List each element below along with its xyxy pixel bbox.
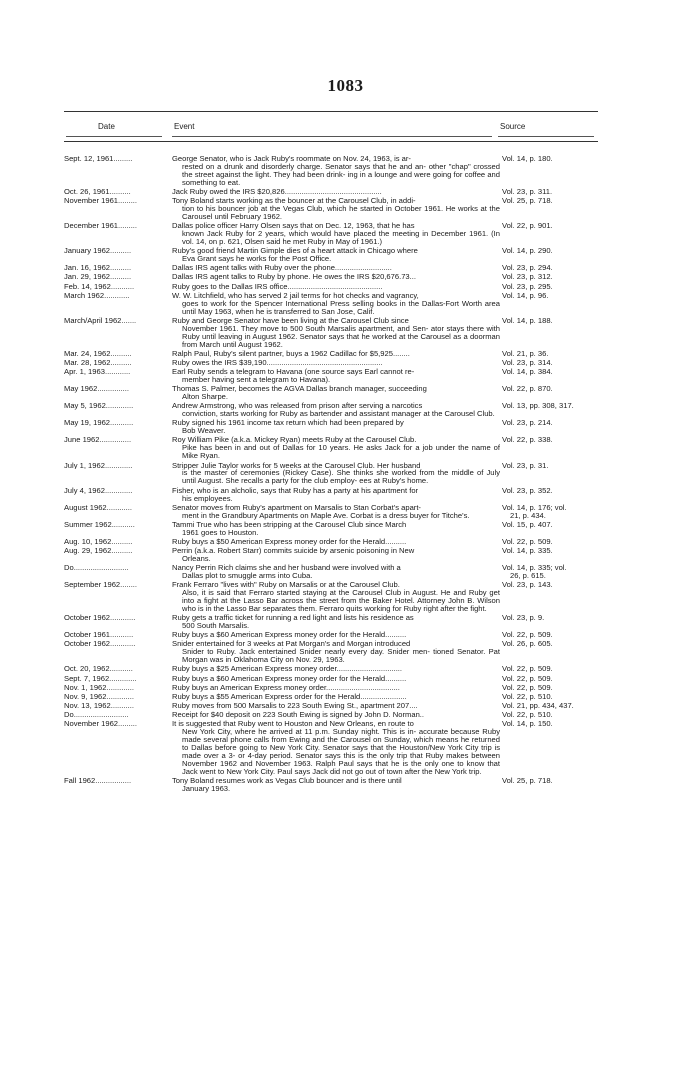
row-event [172,273,500,281]
row-event-continuation: Eva Grant says he works for the Post Office. [182,254,332,264]
row-source-text: Vol. 22, p. 870. [502,384,553,394]
table-row [64,350,600,358]
header-underline-source [498,136,594,137]
table-row [64,359,600,367]
row-date: March/April 1962....... [64,316,137,325]
header-underline-event [172,136,492,137]
row-source-text: Vol. 22, p. 901. [502,221,553,231]
table-top-rule [64,111,598,112]
row-event [172,504,500,520]
row-source [500,264,600,272]
row-event-first-line: Ruby goes to the Dallas IRS office............................................. [172,281,383,291]
row-date: Jan. 29, 1962.......... [64,273,132,282]
table-row [64,402,600,418]
row-source-text: Vol. 22, p. 510. [502,691,553,701]
row-event-first-line: Ruby buys a $25 American Express money order............................... [172,664,403,674]
row-source-text: Vol. 23, p. 294. [502,263,553,273]
row-source-text: Vol. 23, p. 311. [502,187,553,196]
row-event-first-line: Ruby moves from 500 Marsalis to 223 South Ewing St., apartment 207.... [172,701,418,710]
row-source [500,547,600,555]
table-row [64,368,600,384]
row-event [172,720,500,776]
row-event [172,777,500,793]
row-event [172,487,500,503]
row-event-first-line: Ruby gets a traffic ticket for running a red light and lists his residence as [172,613,414,623]
row-source [500,675,600,683]
table-row [64,487,600,503]
row-source [500,462,600,470]
row-source-text: Vol. 22, p. 338. [502,435,553,445]
table-row [64,188,600,196]
row-event-first-line: Tony Boland resumes work as Vegas Club bouncer and is there until [172,776,402,786]
row-source-text: Vol. 14, p. 335. [502,545,553,555]
row-event-first-line: W. W. Litchfield, who has served 2 jail terms for hot checks and vagrancy, [172,290,419,300]
table-row [64,614,600,630]
row-date: Apr. 1, 1963............ [64,368,131,377]
row-source [500,247,600,255]
row-date: October 1962............ [64,614,136,623]
row-source [500,283,600,291]
row-date: Mar. 24, 1962.......... [64,349,132,358]
table-header-rule [64,141,598,142]
row-event-continuation: Alton Sharpe. [182,392,229,402]
row-source-text: Vol. 22, p. 509. [502,673,553,683]
row-event-continuation: member having sent a telegram to Havana). [182,375,331,385]
column-header-date: Date [98,122,115,131]
row-event-first-line: Nancy Perrin Rich claims she and her husband were involved with a [172,563,401,573]
row-source [500,419,600,427]
row-event [172,197,500,221]
row-source-text: Vol. 23, p. 314. [502,357,553,367]
row-source-text: Vol. 23, p. 143. [502,580,553,590]
row-event-continuation: is the master of ceremonies (Rickey Case). She thinks she worked from the middle of July until August. She recalls a party for the club employ- ees at Ruby's home. [182,468,500,486]
row-event [172,711,500,719]
table-row [64,640,600,664]
table-row [64,547,600,563]
row-date: January 1962.......... [64,247,132,256]
row-event-continuation: 500 South Marsalis. [182,621,250,631]
row-event [172,614,500,630]
row-source [500,720,600,728]
row-source [500,188,600,196]
row-source-text: Vol. 23, p. 31. [502,460,549,470]
table-row [64,675,600,683]
row-source [500,711,600,719]
row-event-first-line: Stripper Julie Taylor works for 5 weeks at the Carousel Club. Her husband [172,460,421,470]
row-date: Do.......................... [64,564,129,573]
table-row [64,693,600,701]
row-source-text: Vol. 14, p. 150. [502,719,553,729]
table-row [64,155,600,187]
row-date: Summer 1962........... [64,520,135,529]
table-row [64,247,600,263]
row-source [500,359,600,367]
row-event-first-line: Ruby buys an American Express money order................................... [172,682,400,692]
row-source-continuation: 26, p. 615. [510,571,546,581]
row-event [172,521,500,537]
row-date: Oct. 26, 1961.......... [64,188,131,196]
row-event [172,665,500,673]
row-event-continuation: Orleans. [182,553,211,563]
row-event-first-line: Senator moves from Ruby's apartment on Marsalis to Stan Corbat's apart- [172,502,421,512]
row-source-text: Vol. 21, p. 36. [502,348,549,358]
row-date: Fall 1962................. [64,777,132,786]
row-event-first-line: Ruby's good friend Martin Gimple dies of a heart attack in Chicago where [172,246,418,256]
row-source [500,614,600,622]
row-date: October 1962............ [64,640,136,649]
row-event [172,564,500,580]
table-row [64,720,600,776]
row-event-first-line: Dallas IRS agent talks to Ruby by phone. He owes the IRS $20,676.73... [172,272,416,282]
column-header-event: Event [174,122,195,131]
row-event [172,368,500,384]
row-event [172,264,500,272]
row-event-first-line: Ruby buys a $60 American Express money order for the Herald.......... [172,630,407,640]
table-row [64,702,600,710]
row-source [500,402,600,410]
row-date: October 1961........... [64,631,134,640]
table-row [64,222,600,246]
table-row [64,385,600,401]
row-event [172,547,500,563]
row-event [172,222,500,246]
row-date: March 1962............ [64,291,130,300]
row-date: Aug. 29, 1962.......... [64,546,133,555]
row-event [172,462,500,486]
row-source [500,777,600,785]
row-event-first-line: Fisher, who is an alcholic, says that Ruby has a party at his apartment for [172,485,419,495]
row-source-text: Vol. 21, pp. 434, 437. [502,701,574,710]
row-event [172,538,500,546]
row-event-continuation: November 1961. They move to 500 South Marsalis apartment, and Sen- ator stays there with Ruby until leaving in August 1962. Senator says that he worked at the Carousel as a doorman from March until August 1962. [182,323,500,349]
row-source-text: Vol. 14, p. 176; vol. [502,502,567,512]
row-date: September 1962........ [64,581,138,590]
table-row [64,665,600,673]
row-date: November 1961......... [64,197,138,206]
row-source [500,665,600,673]
row-source-text: Vol. 22, p. 509. [502,630,553,640]
row-event-continuation: his employees. [182,493,233,503]
row-event [172,359,500,367]
table-row [64,283,600,291]
row-event-first-line: Jack Ruby owed the IRS $20,826.............................................. [172,187,382,196]
row-source [500,564,600,580]
row-event [172,419,500,435]
row-event-first-line: Thomas S. Palmer, becomes the AGVA Dallas branch manager, succeeding [172,384,427,394]
row-event-first-line: Roy William Pike (a.k.a. Mickey Ryan) meets Ruby at the Carousel Club. [172,435,417,445]
row-event-first-line: Ruby signed his 1961 income tax return which had been prepared by [172,418,404,428]
row-date: May 1962............... [64,385,129,394]
row-date: Mar. 28, 1962.......... [64,358,132,367]
table-row [64,684,600,692]
row-source [500,631,600,639]
row-event [172,581,500,613]
row-source-text: Vol. 23, p. 9. [502,613,545,623]
row-date: June 1962............... [64,436,132,445]
row-event-first-line: Earl Ruby sends a telegram to Havana (one source says Earl cannot re- [172,367,415,377]
row-source-text: Vol. 14, p. 290. [502,246,553,256]
row-event-first-line: Tony Boland starts working as the bouncer at the Carousel Club, in addi- [172,196,416,206]
row-source [500,292,600,300]
table-row [64,264,600,272]
row-event-continuation: Dallas plot to smuggle arms into Cuba. [182,571,313,581]
row-source [500,702,600,710]
row-event-first-line: Andrew Armstrong, who was released from prison after serving a narcotics [172,401,423,411]
row-source-text: Vol. 14, p. 188. [502,315,553,325]
row-source-text: Vol. 14, p. 96. [502,290,549,300]
row-source-text: Vol. 23, p. 352. [502,485,553,495]
row-source [500,197,600,205]
table-row [64,317,600,349]
row-source [500,155,600,163]
row-date: Sept. 7, 1962............. [64,674,137,683]
row-source-text: Vol. 14, p. 180. [502,154,553,163]
row-event-continuation: tion to his bouncer job at the Vegas Club, which he started in October 1961. He works at the Carousel until February 1962. [182,204,500,222]
row-date: December 1961......... [64,222,138,231]
row-event-first-line: Tammi True who has been stripping at the Carousel Club since March [172,519,407,529]
row-event-continuation: January 1963. [182,784,231,794]
row-event-continuation: rested on a drunk and disorderly charge. Senator says that he and an- other "chap" crossed the street against the light. They had been drink- ing in a lounge and were going for coffee and something to eat. [182,161,500,187]
row-event [172,675,500,683]
row-event-first-line: Dallas IRS agent talks with Ruby over the phone........................... [172,263,392,273]
row-event [172,631,500,639]
row-event [172,385,500,401]
row-event-first-line: Ruby owes the IRS $39,190....................................................... [172,357,383,367]
row-source [500,222,600,230]
row-source-text: Vol. 14, p. 384. [502,367,553,377]
row-event [172,350,500,358]
row-source [500,317,600,325]
table-row [64,273,600,281]
table-row [64,462,600,486]
row-source-text: Vol. 13, pp. 308, 317. [502,401,574,411]
row-event-first-line: Dallas police officer Harry Olsen says that on Dec. 12, 1963, that he has [172,221,415,231]
row-source-text: Vol. 22, p. 509. [502,536,553,546]
table-row [64,292,600,316]
row-source-text: Vol. 23, p. 214. [502,418,553,428]
table-row [64,521,600,537]
table-row [64,711,600,719]
table-row [64,777,600,793]
row-date: July 1, 1962............. [64,461,133,470]
row-source-text: Vol. 23, p. 312. [502,272,553,282]
row-event-first-line: George Senator, who is Jack Ruby's roommate on Nov. 24, 1963, is ar- [172,154,411,163]
row-event-first-line: Frank Ferraro "lives with" Ruby on Marsalis or at the Carousel Club. [172,580,400,590]
row-event-continuation: Snider to Ruby. Jack entertained Snider nearly every day. Snider men- tioned Senator. Pat Morgan was in Oklahoma City on Nov. 29, 1963. [182,647,500,665]
row-event-continuation: goes to work for the Spencer International Press selling books in the Dallas-Fort Worth area until May 1963, when he is transferred to San Jose, Calif. [182,298,500,316]
table-row [64,504,600,520]
row-event [172,702,500,710]
row-source-text: Vol. 22, p. 509. [502,664,553,674]
row-source [500,487,600,495]
row-date: Feb. 14, 1962........... [64,282,135,291]
row-event-continuation: Also, it is said that Ferraro started staying at the Carousel Club in August. He and Ruby get into a fight at the Lasso Bar across the street from the Baker Hotel. Attorney John B. Wilson who is in the Lasso Bar separates them. Ferraro quits working for Ruby right after the fight. [182,588,500,614]
row-date: November 1962......... [64,720,138,729]
row-event-first-line: Perrin (a.k.a. Robert Starr) commits suicide by arsenic poisoning in New [172,545,415,555]
row-date: May 19, 1962........... [64,419,134,428]
row-event-continuation: conviction, starts working for Ruby as bartender and assistant manager at the Carousel Club. [182,409,495,419]
row-event-first-line: Ruby buys a $55 American Express order for the Herald...................... [172,691,407,701]
row-event [172,292,500,316]
table-row [64,581,600,613]
row-date: May 5, 1962............. [64,402,134,411]
row-event [172,693,500,701]
row-source [500,368,600,376]
row-date: July 4, 1962............. [64,486,133,495]
row-date: Jan. 16, 1962.......... [64,264,132,273]
table-row [64,436,600,460]
row-source [500,521,600,529]
row-event-continuation: 1961 goes to Houston. [182,527,259,537]
row-source-continuation: 21, p. 434. [510,510,546,520]
page-number: 1083 [327,76,364,95]
row-source [500,350,600,358]
table-row [64,419,600,435]
row-source [500,504,600,520]
row-source [500,640,600,648]
row-date: Nov. 1, 1962............. [64,683,134,692]
row-event-continuation: Pike has been in and out of Dallas for 10 years. He asks Jack for a job under the name of Mike Ryan. [182,443,500,461]
table-row [64,564,600,580]
row-source-text: Vol. 26, p. 605. [502,639,553,649]
row-source [500,684,600,692]
row-event-first-line: Ruby buys a $50 American Express money order for the Herald.......... [172,536,407,546]
row-source [500,693,600,701]
row-event-first-line: It is suggested that Ruby went to Houston and New Orleans, en route to [172,719,414,729]
row-event [172,247,500,263]
row-date: Sept. 12, 1961......... [64,155,133,163]
row-source [500,436,600,444]
row-event-first-line: Ruby and George Senator have been living at the Carousel Club since [172,315,409,325]
row-date: Nov. 9, 1962............. [64,692,134,701]
column-header-source: Source [500,122,526,131]
row-event-first-line: Ruby buys a $60 American Express money order for the Herald.......... [172,673,407,683]
row-source [500,538,600,546]
row-date: August 1962............ [64,503,132,512]
row-source-text: Vol. 14, p. 335; vol. [502,563,567,573]
row-source-text: Vol. 22, p. 510. [502,710,553,720]
chronology-table [64,155,600,793]
row-source-text: Vol. 25, p. 718. [502,776,553,786]
row-event [172,155,500,187]
row-source-text: Vol. 25, p. 718. [502,196,553,206]
row-event-continuation: ment in the Grandbury Apartments on Maple Ave. Corbat is a dress buyer for Titche's. [182,510,470,520]
row-source-text: Vol. 22, p. 509. [502,682,553,692]
row-event-continuation: Bob Weaver. [182,426,226,436]
row-event-first-line: Ralph Paul, Ruby's silent partner, buys a 1962 Cadillac for $5,925........ [172,348,410,358]
row-event [172,640,500,664]
row-event [172,188,500,196]
row-event-continuation: New York City, where he arrived at 11 p.m. Sunday night. This is in- accurate because Ruby made several phone calls from Ewing and the Carousel on Sunday, which means he returned to Dallas before going to New York City. Senator says that the Houston/New York City trip is made over a 3- or 4-day period. Senator says this is the only trip that Ruby makes between November 1962 and November 1963. Ralph Paul says that he is the only one to know that Jack went to New York City. Paul says Jack did not go out of town after the New York trip. [182,727,500,776]
row-source-text: Vol. 23, p. 295. [502,281,553,291]
row-date: Nov. 13, 1962........... [64,702,134,710]
row-event-first-line: Snider entertained for 3 weeks at Pat Morgan's and Morgan introduced [172,639,411,649]
row-event [172,684,500,692]
row-date: Do.......................... [64,711,129,720]
row-source-text: Vol. 15, p. 407. [502,519,553,529]
row-source [500,581,600,589]
header-underline-date [66,136,162,137]
table-row [64,197,600,221]
row-date: Aug. 10, 1962.......... [64,537,133,546]
row-event [172,436,500,460]
row-event-continuation: known Jack Ruby for 2 years, which would have placed the meeting in December 1961. (In vol. 14, on p. 621, Olsen said he met Ruby in May of 1961.) [182,229,500,247]
table-row [64,631,600,639]
table-row [64,538,600,546]
row-event [172,283,500,291]
row-date: Oct. 20, 1962........... [64,665,133,674]
row-event [172,402,500,418]
row-source [500,273,600,281]
row-event [172,317,500,349]
row-event-first-line: Receipt for $40 deposit on 223 South Ewing is signed by John D. Norman.. [172,710,425,720]
row-source [500,385,600,393]
